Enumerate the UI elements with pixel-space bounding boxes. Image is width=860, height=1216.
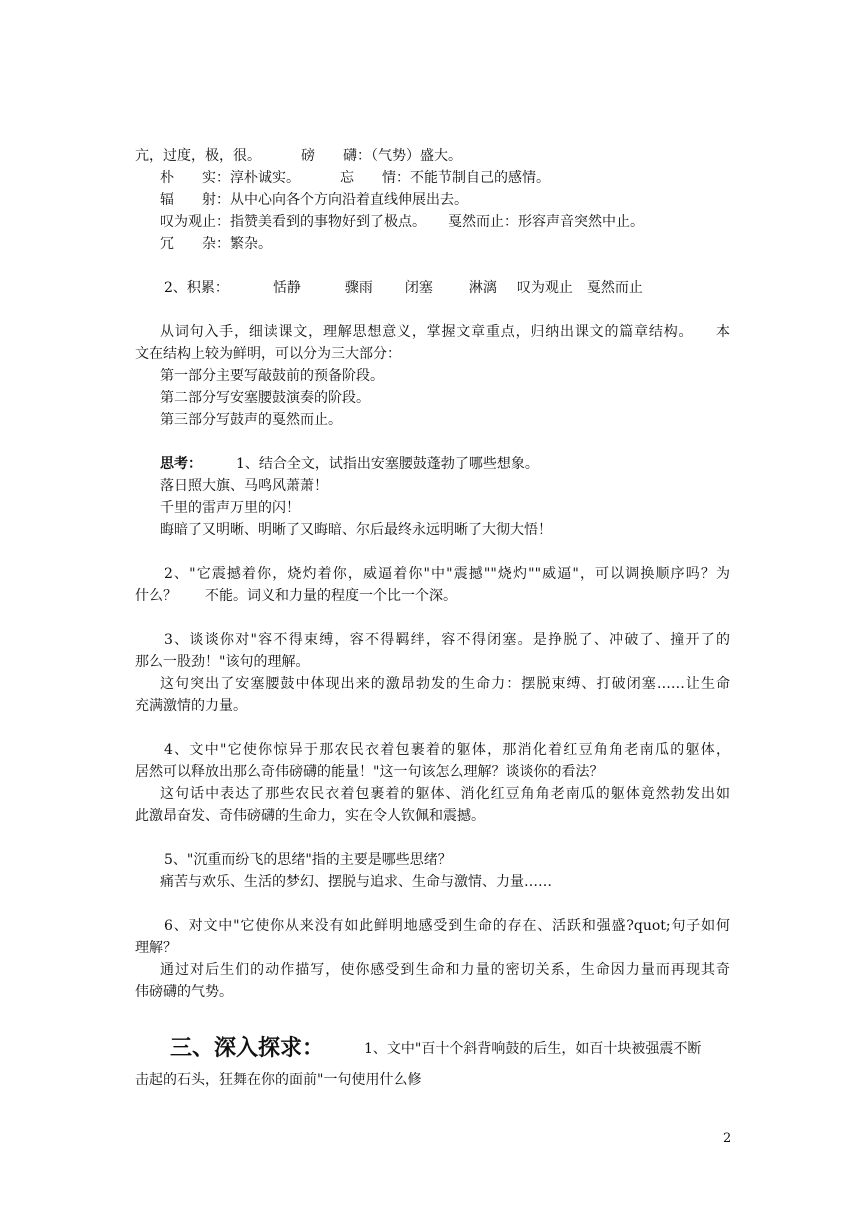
structure-part-1: 第一部分主要写敲鼓前的预备阶段。 <box>160 368 384 384</box>
think-label: 思考： <box>160 456 202 472</box>
section-heading: 三、深入探求： <box>170 1036 325 1061</box>
think-a5: 痛苦与欢乐、生活的梦幻、摆脱与追求、生命与激情、力量…… <box>160 874 552 890</box>
think-a4-1: 这句话中表达了那些农民衣着包裹着的躯体、消化红豆角角老南瓜的躯体竟然勃发出如 <box>160 786 730 802</box>
section3-q1-2: 击起的石头，狂舞在你的面前"一句使用什么修 <box>135 1072 422 1088</box>
think-q4-1: 4、文中"它使你惊异于那农民衣着包裹着的躯体，那消化着红豆角角老南瓜的躯体， <box>164 742 730 758</box>
accumulate-word: 淋漓 <box>468 280 497 296</box>
structure-line-2: 文在结构上较为鲜明，可以分为三大部分： <box>135 346 401 362</box>
think-q3-1: 3、谈谈你对"容不得束缚，容不得羁绊，容不得闭塞。是挣脱了、冲破了、撞开了的 <box>164 632 730 648</box>
vocab-rongza: 冗 杂：繁杂。 <box>160 236 272 252</box>
think-q1-line <box>160 453 539 475</box>
accumulate-word: 闭塞 <box>404 280 433 296</box>
vocab-fushe: 辐 射：从中心向各个方向沿着直线伸展出去。 <box>160 192 468 208</box>
think-q2-2: 什么？ 不能。词义和力量的程度一个比一个深。 <box>135 588 457 604</box>
think-q6-1: 6、对文中"它使你从来没有如此鲜明地感受到生命的存在、活跃和强盛?quot;句子如何 <box>164 918 730 934</box>
accumulate-line <box>164 277 643 299</box>
section3-q1-1: 1、文中"百十个斜背响鼓的后生，如百十块被强震不断 <box>364 1041 702 1057</box>
think-q3-2: 那么一股劲！"该句的理解。 <box>135 654 310 670</box>
think-q4-2: 居然可以释放出那么奇伟磅礴的能量！"这一句该怎么理解？谈谈你的看法？ <box>135 764 604 780</box>
vocab-line-2 <box>160 167 550 189</box>
accumulate-word: 叹为观止 <box>516 280 573 296</box>
vocab-pushi: 朴 实：淳朴诚实。 <box>160 170 300 186</box>
think-q5: 5、"沉重而纷飞的思绪"指的主要是哪些思绪？ <box>164 852 452 868</box>
vocab-kang: 亢，过度，极，很。 <box>135 148 261 164</box>
accumulate-label: 2、积累： <box>164 280 229 296</box>
think-a1-2: 千里的雷声万里的闪！ <box>160 500 300 516</box>
think-a4-2: 此激昂奋发、奇伟磅礴的生命力，实在令人钦佩和震撼。 <box>135 808 485 824</box>
think-q6-2: 理解？ <box>135 940 177 956</box>
structure-line-1: 从词句入手，细读课文，理解思想意义，掌握文章重点，归纳出课文的篇章结构。 本 <box>160 324 730 340</box>
think-a3-1: 这句突出了安塞腰鼓中体现出来的激昂勃发的生命力：摆脱束缚、打破闭塞……让生命 <box>160 676 730 692</box>
vocab-line-4 <box>160 211 644 233</box>
think-a6-1: 通过对后生们的动作描写，使你感受到生命和力量的密切关系，生命因力量而再现其奇 <box>160 962 730 978</box>
vocab-pangbo: 磅 礴：（气势）盛大。 <box>301 148 462 164</box>
think-q1: 1、结合全文，试指出安塞腰鼓蓬勃了哪些想象。 <box>236 456 539 472</box>
vocab-jiaranerzhi: 戛然而止：形容声音突然中止。 <box>448 214 644 230</box>
vocab-wangqing: 忘 情：不能节制自己的感情。 <box>340 170 550 186</box>
vocab-tanweiguanzhi: 叹为观止：指赞美看到的事物好到了极点。 <box>160 214 426 230</box>
page-number: 2 <box>723 1131 732 1146</box>
think-a3-2: 充满激情的力量。 <box>135 698 247 714</box>
think-a1-1: 落日照大旗、马鸣风萧萧！ <box>160 478 328 494</box>
structure-part-2: 第二部分写安塞腰鼓演奏的阶段。 <box>160 390 370 406</box>
accumulate-word: 骤雨 <box>344 280 373 296</box>
think-a1-3: 晦暗了又明晰、明晰了又晦暗、尔后最终永远明晰了大彻大悟！ <box>160 522 552 538</box>
think-a6-2: 伟磅礴的气势。 <box>135 984 233 1000</box>
think-q2-1: 2、"它震撼着你，烧灼着你，威逼着你"中"震撼""烧灼""威逼"，可以调换顺序吗？为 <box>164 566 730 582</box>
structure-part-3: 第三部分写鼓声的戛然而止。 <box>160 412 342 428</box>
accumulate-word: 恬静 <box>272 280 301 296</box>
vocab-line-1 <box>135 145 462 167</box>
accumulate-word: 戛然而止 <box>586 280 643 296</box>
